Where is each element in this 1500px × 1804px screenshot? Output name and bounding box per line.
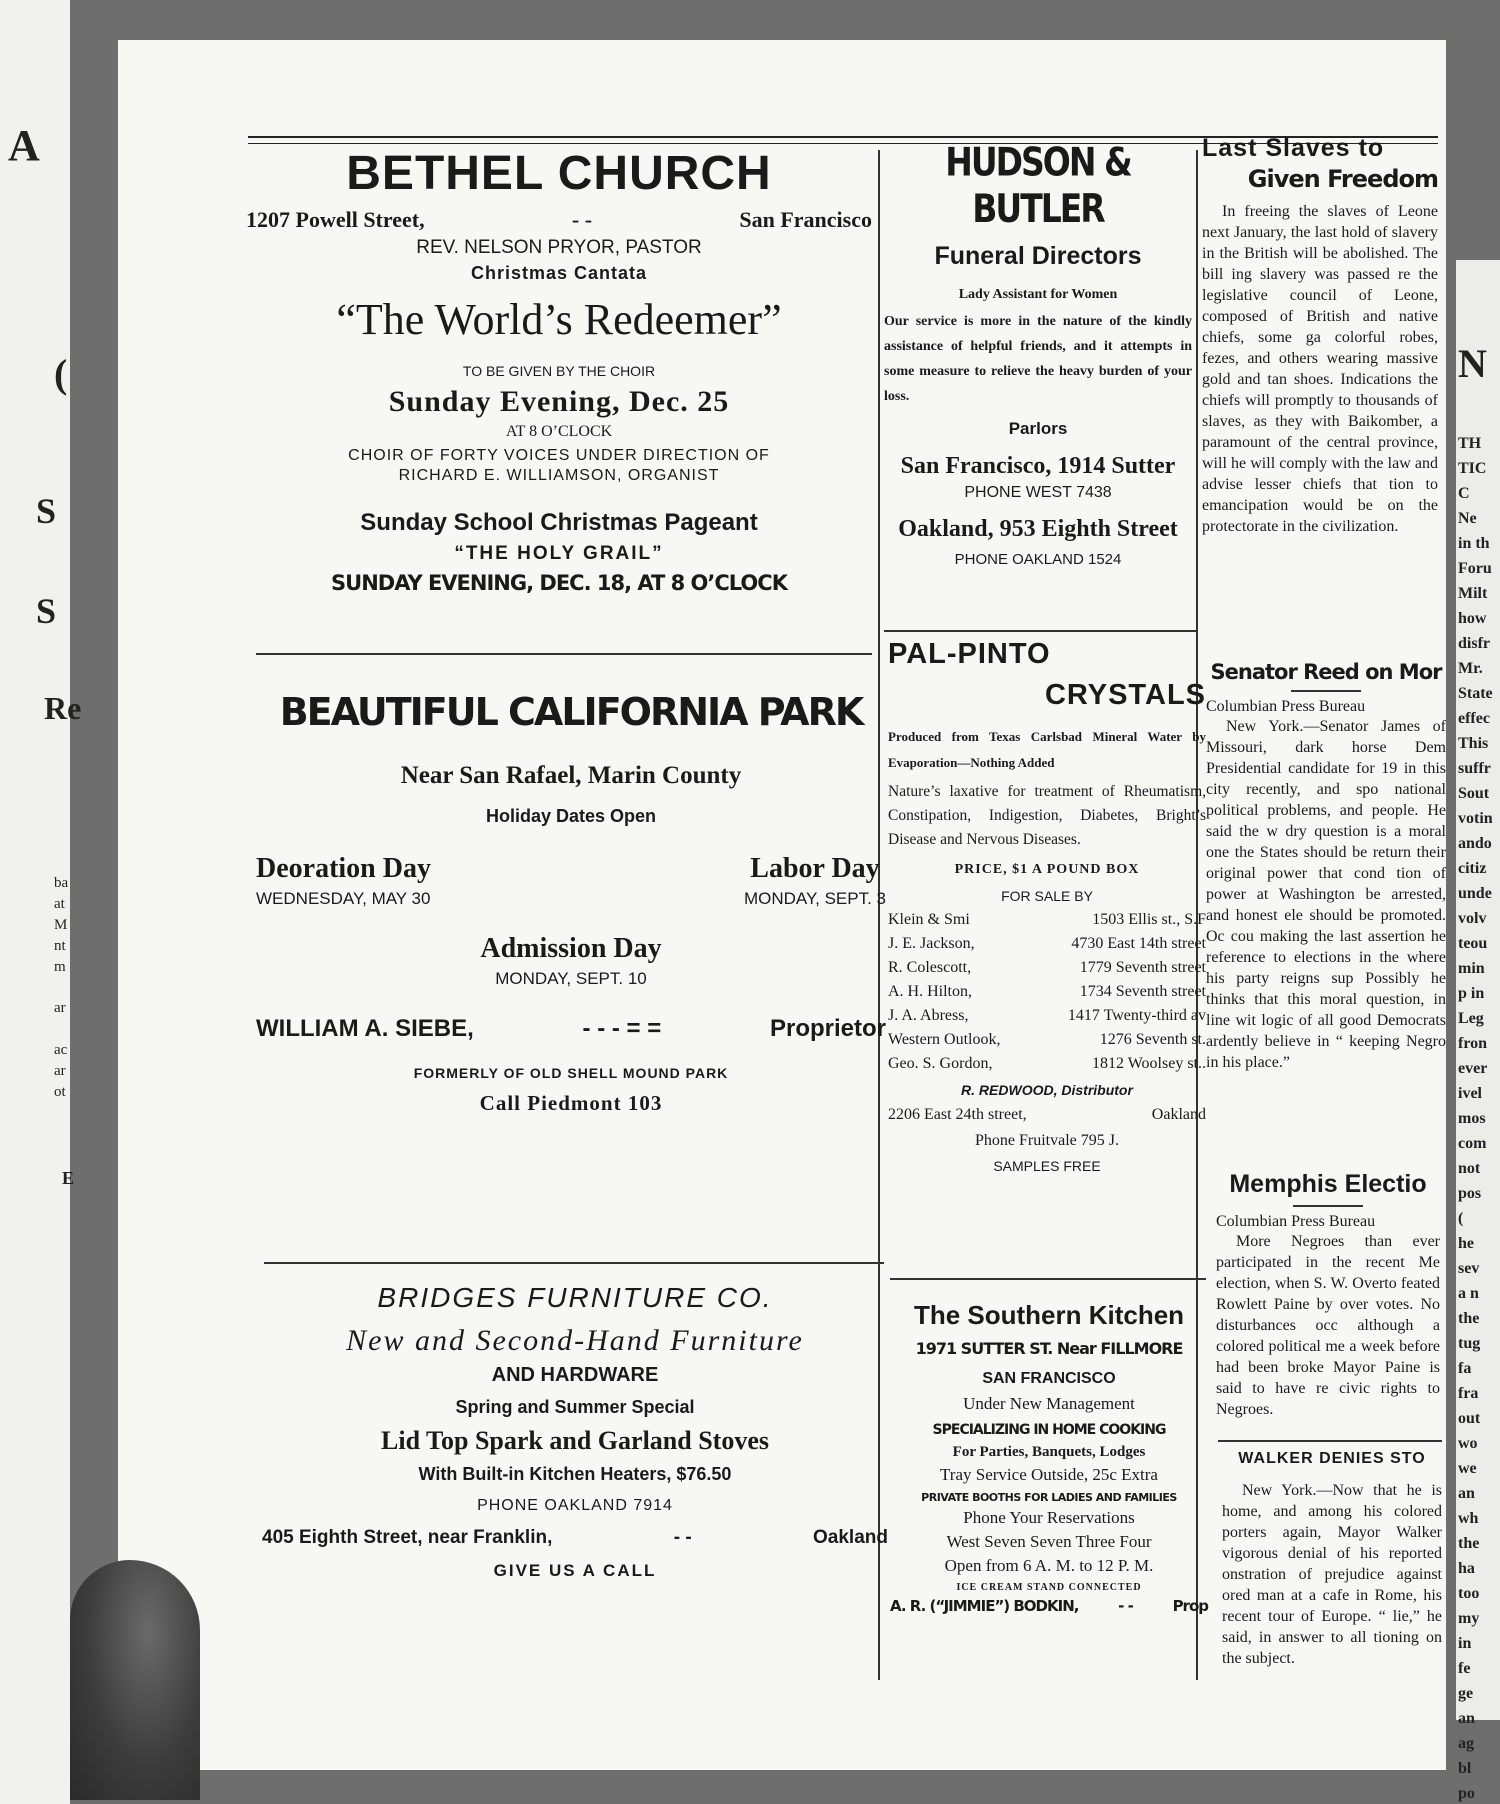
fragment: ba (54, 875, 69, 891)
furniture-title: BRIDGES FURNITURE CO. (377, 1282, 773, 1313)
proprietor-name: A. R. (“JIMMIE”) BODKIN, (890, 1597, 1079, 1615)
choir-line: RICHARD E. WILLIAMSON, ORGANIST (398, 467, 720, 484)
fragment: ag (1458, 1735, 1474, 1752)
fragment: suffr (1458, 760, 1491, 777)
holiday-row (256, 853, 886, 909)
fragment: po (1458, 1785, 1475, 1802)
headline: Senator Reed on Mor (1210, 660, 1442, 684)
fragment: Sout (1458, 785, 1490, 802)
proprietor-line (890, 1597, 1208, 1615)
vendor-name: R. Colescott, (888, 959, 972, 976)
headline: Given Freedom (1247, 165, 1438, 193)
vendor-address: 1503 Ellis st., S.F (1092, 911, 1206, 928)
fragment: volv (1458, 910, 1487, 927)
tray-service: Tray Service Outside, 25c Extra (940, 1465, 1158, 1484)
senator-reed-article (1206, 660, 1446, 1073)
fragment: ivel (1458, 1085, 1482, 1102)
management: Under New Management (963, 1394, 1135, 1413)
vendor-row (888, 956, 1206, 980)
fragment: out (1458, 1410, 1481, 1427)
proprietor-label: Prop (1172, 1597, 1208, 1615)
fragment: mos (1458, 1110, 1486, 1127)
park-title: BEAUTIFUL CALIFORNIA PARK (279, 690, 863, 734)
section-divider (264, 1262, 884, 1264)
vendor-address: 1417 Twenty-third av (1067, 1007, 1206, 1024)
bureau: Columbian Press Bureau (1216, 1213, 1376, 1230)
holiday-name: Deoration Day (256, 853, 431, 884)
street-address: 1207 Powell Street, (246, 207, 425, 232)
fragment: fron (1458, 1035, 1488, 1052)
kitchen-phone: West Seven Seven Three Four (946, 1532, 1152, 1551)
distributor: R. REDWOOD, Distributor (961, 1082, 1133, 1098)
fragment: effec (1458, 710, 1490, 727)
vendor-name: Klein & Smi (888, 911, 970, 928)
funeral-body: Our service is more in the nature of the kindly assistance of helpful friends, and it attempts in some measure to relieve the heavy burden of your loss. (884, 314, 1192, 404)
furniture-phone: PHONE OAKLAND 7914 (477, 1497, 673, 1514)
vendor-name: J. A. Abress, (888, 1007, 969, 1024)
fragment: fe (1458, 1660, 1471, 1677)
fragment: M (54, 917, 68, 933)
fragment: State (1458, 685, 1493, 702)
thumb-shadow (70, 1560, 200, 1800)
proprietor-line (256, 1015, 886, 1043)
california-park-ad (256, 690, 886, 1116)
concert-date: Sunday Evening, Dec. 25 (388, 385, 730, 418)
choir-line: CHOIR OF FORTY VOICES UNDER DIRECTION OF (348, 447, 770, 464)
fragment: an (1458, 1485, 1475, 1502)
fragment: ha (1458, 1560, 1475, 1577)
section-divider (890, 1278, 1206, 1280)
fragment: min (1458, 960, 1485, 977)
fragment: Leg (1458, 1010, 1484, 1027)
fragment: he (1458, 1235, 1474, 1252)
fragment: ( (1458, 1210, 1464, 1227)
vendor-row (888, 1028, 1206, 1052)
article-body: In freeing the slaves of Leone next January, the last hold of slavery in the British will be abolished. The bill ing slavery was passed re the legislative council of Leone, composed of British and native chiefs, some ga colorful robes, fezes, and others wearing massive gold and tan shoes. Indications the chiefs will promptly to thousands of slaves, as they with Baikomber, a paramount of the central province, will he will comply with the law and advise lesser chiefs that tion to emancipation would be on the protectorate in the civilization. (1202, 203, 1438, 535)
pageant: Sunday School Christmas Pageant (360, 509, 758, 536)
fragment: too (1458, 1585, 1480, 1602)
fragment: pos (1458, 1185, 1482, 1202)
fragment: tug (1458, 1335, 1481, 1352)
fragment: m (54, 959, 66, 975)
fragment: TH (1458, 435, 1482, 452)
fragment: ever (1458, 1060, 1488, 1077)
bridges-furniture-ad (262, 1282, 888, 1581)
park-location: Near San Rafael, Marin County (400, 762, 742, 789)
give-call: GIVE US A CALL (493, 1561, 657, 1580)
parlor-sf: San Francisco, 1914 Sutter (900, 453, 1176, 479)
fragment: S (36, 591, 57, 631)
fragment: This (1458, 735, 1489, 752)
hudson-butler-ad (884, 138, 1192, 568)
address-dashes: - - (571, 207, 593, 232)
city: Oakland (813, 1527, 888, 1548)
pal-pinto-title: PAL-PINTO (888, 638, 1051, 670)
fragment: sev (1458, 1260, 1480, 1277)
fragment: ar (54, 1000, 66, 1016)
fragment: disfr (1458, 635, 1490, 652)
produced-from: Produced from Texas Carlsbad Mineral Water by Evaporation—Nothing Added (888, 729, 1206, 770)
city: Oakland (1151, 1106, 1206, 1123)
street-address: 2206 East 24th street, (888, 1106, 1027, 1123)
furniture-subtitle: New and Second-Hand Furniture (346, 1324, 804, 1357)
funeral-subtitle: Funeral Directors (934, 242, 1142, 270)
holiday-date: MONDAY, SEPT. 10 (495, 969, 647, 988)
fragment: fa (1458, 1360, 1472, 1377)
fragment: at (54, 896, 65, 912)
formerly: FORMERLY OF OLD SHELL MOUND PARK (413, 1065, 729, 1081)
samples-free: SAMPLES FREE (993, 1158, 1101, 1174)
fragment: ar (54, 1063, 66, 1079)
section-divider (884, 630, 1196, 632)
fragment: C (1458, 485, 1470, 502)
vendor-address: 4730 East 14th street (1071, 935, 1206, 952)
fragment: unde (1458, 885, 1492, 902)
fragment: we (1458, 1460, 1477, 1477)
bureau: Columbian Press Bureau (1206, 698, 1366, 715)
private-booths: PRIVATE BOOTHS FOR LADIES AND FAMILIES (921, 1491, 1177, 1504)
fragment: ando (1458, 835, 1492, 852)
vendor-name: A. H. Hilton, (888, 983, 972, 1000)
lady-assistant: Lady Assistant for Women (958, 287, 1118, 302)
parlor-oakland-phone: PHONE OAKLAND 1524 (954, 551, 1122, 568)
fragment: Milt (1458, 585, 1488, 602)
pastor: REV. NELSON PRYOR, PASTOR (416, 237, 702, 258)
parlor-oakland: Oakland, 953 Eighth Street (898, 516, 1178, 542)
fragment: my (1458, 1610, 1480, 1627)
fragment: TIC (1458, 460, 1487, 477)
fragment: ot (54, 1084, 66, 1100)
pageant-date: SUNDAY EVENING, DEC. 18, AT 8 O’CLOCK (331, 571, 787, 595)
memphis-article (1216, 1170, 1440, 1420)
fragment: Re (44, 690, 82, 726)
hardware: AND HARDWARE (491, 1364, 659, 1386)
fragment: in (1458, 1635, 1472, 1652)
fragment: Ne (1458, 510, 1477, 527)
fragment: wo (1458, 1435, 1478, 1452)
holiday-date: WEDNESDAY, MAY 30 (256, 889, 431, 908)
fragment: S (36, 491, 57, 531)
fragment: ( (54, 351, 68, 396)
fragment: bl (1458, 1760, 1472, 1777)
holiday-date: MONDAY, SEPT. 3 (743, 889, 886, 908)
fragment: N (1458, 341, 1487, 386)
special: Spring and Summer Special (455, 1397, 695, 1417)
fragment: teou (1458, 935, 1488, 952)
vendor-row (888, 980, 1206, 1004)
crystals-title: CRYSTALS (1044, 679, 1206, 711)
kitchen-hours: Open from 6 A. M. to 12 P. M. (944, 1556, 1154, 1575)
fragment: Foru (1458, 560, 1492, 577)
parties: For Parties, Banquets, Lodges (952, 1444, 1146, 1460)
price: PRICE, $1 A POUND BOX (954, 862, 1140, 877)
parlor-sf-phone: PHONE WEST 7438 (964, 484, 1112, 501)
address-dashes: - - (673, 1527, 692, 1548)
adjacent-page-left (0, 0, 82, 1804)
fragment: wh (1458, 1510, 1479, 1527)
fragment: an (1458, 1710, 1475, 1727)
stoves: Lid Top Spark and Garland Stoves (381, 1426, 769, 1455)
vendor-row (888, 908, 1206, 932)
fragment: E (62, 1168, 75, 1188)
fragment: how (1458, 610, 1487, 627)
proprietor-dashes: - - (1118, 1597, 1133, 1615)
cantata-label: Christmas Cantata (470, 263, 648, 283)
given-by: TO BE GIVEN BY THE CHOIR (462, 363, 656, 379)
bethel-church-ad (246, 146, 872, 595)
heaters: With Built-in Kitchen Heaters, $76.50 (418, 1464, 732, 1484)
fragment: a n (1458, 1285, 1479, 1302)
fragment: not (1458, 1160, 1481, 1177)
holiday-name: Labor Day (750, 853, 880, 884)
church-title: BETHEL CHURCH (346, 147, 772, 200)
proprietor-dashes: - - - = = (582, 1015, 662, 1042)
vendor-address: 1276 Seventh st. (1099, 1031, 1206, 1048)
holiday-dates: Holiday Dates Open (485, 806, 657, 826)
vendor-row (888, 1052, 1206, 1076)
fragment: fra (1458, 1385, 1479, 1402)
furniture-address (262, 1527, 888, 1549)
funeral-title: HUDSON & BUTLER (945, 138, 1131, 232)
reservations: Phone Your Reservations (963, 1508, 1135, 1527)
distributor-address (888, 1106, 1206, 1124)
parlors: Parlors (1008, 419, 1068, 438)
street-address: 405 Eighth Street, near Franklin, (262, 1527, 553, 1548)
vendor-list (888, 908, 1206, 1076)
fragment: citiz (1458, 860, 1487, 877)
vendor-name: J. E. Jackson, (888, 935, 975, 952)
rule (1291, 690, 1361, 692)
fragment: Mr. (1458, 660, 1483, 677)
rule (1293, 1205, 1363, 1207)
southern-kitchen-ad (890, 1300, 1208, 1615)
city: San Francisco (739, 207, 872, 232)
vendor-name: Western Outlook, (888, 1031, 1001, 1048)
section-divider (1218, 1440, 1442, 1442)
park-phone: Call Piedmont 103 (479, 1091, 663, 1115)
vendor-name: Geo. S. Gordon, (888, 1055, 993, 1072)
for-sale: FOR SALE BY (1001, 888, 1093, 904)
vendor-address: 1812 Woolsey st.. (1092, 1055, 1206, 1072)
fragment: com (1458, 1135, 1487, 1152)
cantata-title: “The World’s Redeemer” (336, 295, 782, 344)
fragment: nt (54, 938, 66, 954)
headline: Last Slaves to (1202, 134, 1385, 162)
pal-pinto-ad (888, 638, 1206, 1174)
adjacent-page-right (1456, 260, 1500, 1802)
headline: Memphis Electio (1229, 1170, 1427, 1198)
kitchen-address: 1971 SUTTER ST. Near FILLMORE (915, 1339, 1183, 1358)
specializing: SPECIALIZING IN HOME COOKING (932, 1422, 1166, 1438)
proprietor-name: WILLIAM A. SIEBE, (256, 1015, 474, 1042)
church-address (246, 207, 872, 233)
article-body: New York.—Now that he is home, and among his colored porters again, Mayor Walker vigorous denial of his reported onstration of prejudice against ored man at a cafe in Rome, his recent tour of Europe. “ lie,” he said, in answer to all tioning on the subject. (1222, 1482, 1442, 1667)
pal-pinto-body: Nature’s laxative for treatment of Rheumatism, Constipation, Indigestion, Diabetes, Bright’s Disease and Nervous Diseases. (888, 783, 1206, 848)
ice-cream: ICE CREAM STAND CONNECTED (956, 1582, 1142, 1593)
holiday (744, 853, 886, 909)
fragment: in th (1458, 535, 1490, 552)
fragment: ge (1458, 1685, 1474, 1702)
vendor-row (888, 932, 1206, 956)
fragment: votin (1458, 810, 1493, 827)
vendor-row (888, 1004, 1206, 1028)
article-body: More Negroes than ever participated in the recent Me election, when S. W. Overto feated Rowlett Paine by over votes. No disturbances occ although a colored political me a week before had been broke Mayor Paine is said to have re civic rights to Negroes. (1216, 1233, 1440, 1418)
fragment: ac (54, 1042, 68, 1058)
fragment: A (8, 121, 40, 170)
walker-article (1222, 1450, 1442, 1669)
proprietor-label: Proprietor (769, 1015, 886, 1042)
slaves-article (1202, 134, 1438, 537)
holiday-name: Admission Day (480, 933, 662, 964)
fragment: the (1458, 1310, 1480, 1327)
vendor-address: 1734 Seventh street (1079, 983, 1206, 1000)
kitchen-city: SAN FRANCISCO (982, 1370, 1116, 1387)
article-body: New York.—Senator James of Missouri, dark horse Dem Presidential candidate for 19 in this city recently, and spo national political problems, and people. He said the w dry question is a moral one the States should be return their original power that cond tion of power at Washington be arrested, and honest ele should be promoted. Oc cou making the last assertion he reference to elections in the where his party reigns sup Possibly he thinks that this moral question, in line wit logic of all good Democrats ardently believe in “ keeping Negro in his place.” (1206, 718, 1446, 1071)
pageant-title: “THE HOLY GRAIL” (454, 543, 664, 564)
headline: WALKER DENIES STO (1238, 1450, 1426, 1467)
fragment: p in (1458, 985, 1485, 1002)
distributor-phone: Phone Fruitvale 795 J. (975, 1132, 1119, 1149)
kitchen-title: The Southern Kitchen (913, 1300, 1185, 1330)
concert-time: AT 8 O’CLOCK (505, 423, 613, 440)
holiday (256, 853, 431, 909)
vendor-address: 1779 Seventh street (1079, 959, 1206, 976)
fragment: the (1458, 1535, 1480, 1552)
section-divider (256, 653, 872, 655)
